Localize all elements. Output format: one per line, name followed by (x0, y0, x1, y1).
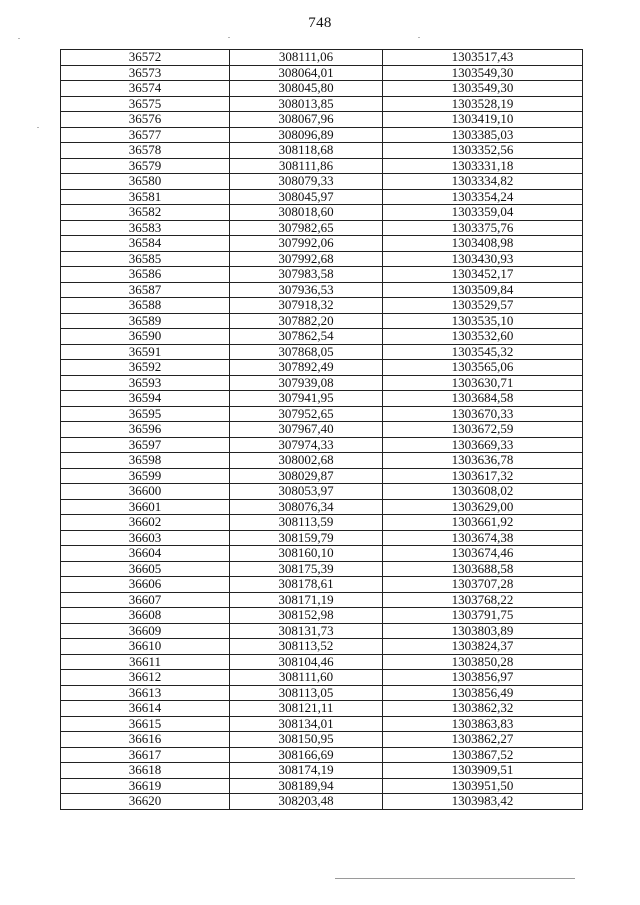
y-coordinate-cell: 1303862,27 (383, 732, 583, 748)
table-row (61, 267, 583, 283)
y-coordinate-cell: 1303824,37 (383, 639, 583, 655)
x-coordinate-cell: 308045,80 (230, 81, 383, 97)
point-number-cell: 36613 (61, 685, 230, 701)
y-coordinate-cell: 1303803,89 (383, 623, 583, 639)
table-row (61, 112, 583, 128)
table-row (61, 515, 583, 531)
table-row (61, 561, 583, 577)
x-coordinate-cell: 308029,87 (230, 468, 383, 484)
x-coordinate-cell: 308111,86 (230, 158, 383, 174)
point-number-cell: 36619 (61, 778, 230, 794)
table-row (61, 50, 583, 66)
table-row (61, 732, 583, 748)
point-number-cell: 36620 (61, 794, 230, 810)
point-number-cell: 36604 (61, 546, 230, 562)
y-coordinate-cell: 1303529,57 (383, 298, 583, 314)
y-coordinate-cell: 1303856,49 (383, 685, 583, 701)
point-number-cell: 36609 (61, 623, 230, 639)
x-coordinate-cell: 308121,11 (230, 701, 383, 717)
y-coordinate-cell: 1303791,75 (383, 608, 583, 624)
point-number-cell: 36615 (61, 716, 230, 732)
table-row (61, 298, 583, 314)
point-number-cell: 36594 (61, 391, 230, 407)
table-row (61, 406, 583, 422)
y-coordinate-cell: 1303352,56 (383, 143, 583, 159)
point-number-cell: 36614 (61, 701, 230, 717)
y-coordinate-cell: 1303528,19 (383, 96, 583, 112)
y-coordinate-cell: 1303983,42 (383, 794, 583, 810)
y-coordinate-cell: 1303630,71 (383, 375, 583, 391)
table-row (61, 468, 583, 484)
table-row (61, 437, 583, 453)
x-coordinate-cell: 307882,20 (230, 313, 383, 329)
y-coordinate-cell: 1303545,32 (383, 344, 583, 360)
point-number-cell: 36602 (61, 515, 230, 531)
x-coordinate-cell: 307992,68 (230, 251, 383, 267)
table-row (61, 654, 583, 670)
x-coordinate-cell: 308013,85 (230, 96, 383, 112)
x-coordinate-cell: 308152,98 (230, 608, 383, 624)
y-coordinate-cell: 1303672,59 (383, 422, 583, 438)
y-coordinate-cell: 1303334,82 (383, 174, 583, 190)
y-coordinate-cell: 1303359,04 (383, 205, 583, 221)
point-number-cell: 36577 (61, 127, 230, 143)
x-coordinate-cell: 307941,95 (230, 391, 383, 407)
point-number-cell: 36612 (61, 670, 230, 686)
y-coordinate-cell: 1303661,92 (383, 515, 583, 531)
point-number-cell: 36585 (61, 251, 230, 267)
x-coordinate-cell: 308175,39 (230, 561, 383, 577)
table-row (61, 453, 583, 469)
table-row (61, 236, 583, 252)
y-coordinate-cell: 1303565,06 (383, 360, 583, 376)
point-number-cell: 36616 (61, 732, 230, 748)
y-coordinate-cell: 1303408,98 (383, 236, 583, 252)
x-coordinate-cell: 307983,58 (230, 267, 383, 283)
page-number: 748 (308, 15, 332, 31)
x-coordinate-cell: 307939,08 (230, 375, 383, 391)
x-coordinate-cell: 307992,06 (230, 236, 383, 252)
table-row (61, 313, 583, 329)
table-row (61, 158, 583, 174)
point-number-cell: 36587 (61, 282, 230, 298)
table-row (61, 205, 583, 221)
table-row (61, 639, 583, 655)
x-coordinate-cell: 308178,61 (230, 577, 383, 593)
x-coordinate-cell: 307974,33 (230, 437, 383, 453)
x-coordinate-cell: 308189,94 (230, 778, 383, 794)
x-coordinate-cell: 307952,65 (230, 406, 383, 422)
x-coordinate-cell: 308203,48 (230, 794, 383, 810)
point-number-cell: 36592 (61, 360, 230, 376)
point-number-cell: 36600 (61, 484, 230, 500)
x-coordinate-cell: 308113,59 (230, 515, 383, 531)
point-number-cell: 36610 (61, 639, 230, 655)
point-number-cell: 36591 (61, 344, 230, 360)
x-coordinate-cell: 308064,01 (230, 65, 383, 81)
point-number-cell: 36606 (61, 577, 230, 593)
point-number-cell: 36575 (61, 96, 230, 112)
point-number-cell: 36573 (61, 65, 230, 81)
table-row (61, 143, 583, 159)
point-number-cell: 36584 (61, 236, 230, 252)
table-row (61, 530, 583, 546)
table-row (61, 174, 583, 190)
point-number-cell: 36603 (61, 530, 230, 546)
coordinates-table-body (61, 50, 583, 810)
y-coordinate-cell: 1303707,28 (383, 577, 583, 593)
x-coordinate-cell: 308111,60 (230, 670, 383, 686)
table-row (61, 623, 583, 639)
x-coordinate-cell: 308171,19 (230, 592, 383, 608)
table-row (61, 701, 583, 717)
point-number-cell: 36595 (61, 406, 230, 422)
y-coordinate-cell: 1303670,33 (383, 406, 583, 422)
point-number-cell: 36583 (61, 220, 230, 236)
table-row (61, 220, 583, 236)
point-number-cell: 36608 (61, 608, 230, 624)
x-coordinate-cell: 308079,33 (230, 174, 383, 190)
point-number-cell: 36582 (61, 205, 230, 221)
y-coordinate-cell: 1303549,30 (383, 65, 583, 81)
point-number-cell: 36605 (61, 561, 230, 577)
scan-speck (37, 127, 39, 128)
point-number-cell: 36593 (61, 375, 230, 391)
x-coordinate-cell: 308002,68 (230, 453, 383, 469)
y-coordinate-cell: 1303419,10 (383, 112, 583, 128)
x-coordinate-cell: 308113,05 (230, 685, 383, 701)
table-row (61, 65, 583, 81)
y-coordinate-cell: 1303385,03 (383, 127, 583, 143)
table-row (61, 577, 583, 593)
x-coordinate-cell: 308053,97 (230, 484, 383, 500)
x-coordinate-cell: 307892,49 (230, 360, 383, 376)
point-number-cell: 36589 (61, 313, 230, 329)
table-row (61, 375, 583, 391)
point-number-cell: 36578 (61, 143, 230, 159)
table-row (61, 716, 583, 732)
point-number-cell: 36599 (61, 468, 230, 484)
table-row (61, 670, 583, 686)
x-coordinate-cell: 308159,79 (230, 530, 383, 546)
y-coordinate-cell: 1303517,43 (383, 50, 583, 66)
x-coordinate-cell: 308134,01 (230, 716, 383, 732)
scan-speck (228, 37, 230, 38)
table-row (61, 96, 583, 112)
table-row (61, 778, 583, 794)
x-coordinate-cell: 307936,53 (230, 282, 383, 298)
point-number-cell: 36572 (61, 50, 230, 66)
y-coordinate-cell: 1303535,10 (383, 313, 583, 329)
y-coordinate-cell: 1303856,97 (383, 670, 583, 686)
scan-speck (418, 37, 420, 38)
x-coordinate-cell: 308113,52 (230, 639, 383, 655)
y-coordinate-cell: 1303617,32 (383, 468, 583, 484)
y-coordinate-cell: 1303909,51 (383, 763, 583, 779)
table-row (61, 763, 583, 779)
table-row (61, 360, 583, 376)
table-row (61, 81, 583, 97)
point-number-cell: 36611 (61, 654, 230, 670)
y-coordinate-cell: 1303430,93 (383, 251, 583, 267)
x-coordinate-cell: 308166,69 (230, 747, 383, 763)
y-coordinate-cell: 1303354,24 (383, 189, 583, 205)
x-coordinate-cell: 307868,05 (230, 344, 383, 360)
coordinates-table (60, 49, 583, 810)
x-coordinate-cell: 308104,46 (230, 654, 383, 670)
x-coordinate-cell: 308096,89 (230, 127, 383, 143)
table-row (61, 747, 583, 763)
point-number-cell: 36581 (61, 189, 230, 205)
point-number-cell: 36590 (61, 329, 230, 345)
y-coordinate-cell: 1303688,58 (383, 561, 583, 577)
table-row (61, 592, 583, 608)
point-number-cell: 36597 (61, 437, 230, 453)
y-coordinate-cell: 1303674,38 (383, 530, 583, 546)
table-row (61, 546, 583, 562)
point-number-cell: 36601 (61, 499, 230, 515)
y-coordinate-cell: 1303509,84 (383, 282, 583, 298)
y-coordinate-cell: 1303375,76 (383, 220, 583, 236)
x-coordinate-cell: 308045,97 (230, 189, 383, 205)
x-coordinate-cell: 308160,10 (230, 546, 383, 562)
x-coordinate-cell: 308111,06 (230, 50, 383, 66)
x-coordinate-cell: 307918,32 (230, 298, 383, 314)
point-number-cell: 36607 (61, 592, 230, 608)
table-row (61, 251, 583, 267)
y-coordinate-cell: 1303608,02 (383, 484, 583, 500)
table-row (61, 484, 583, 500)
x-coordinate-cell: 308150,95 (230, 732, 383, 748)
scan-speck (18, 38, 20, 39)
table-row (61, 189, 583, 205)
point-number-cell: 36588 (61, 298, 230, 314)
point-number-cell: 36576 (61, 112, 230, 128)
table-row (61, 329, 583, 345)
y-coordinate-cell: 1303549,30 (383, 81, 583, 97)
y-coordinate-cell: 1303951,50 (383, 778, 583, 794)
y-coordinate-cell: 1303684,58 (383, 391, 583, 407)
y-coordinate-cell: 1303452,17 (383, 267, 583, 283)
table-row (61, 391, 583, 407)
y-coordinate-cell: 1303863,83 (383, 716, 583, 732)
y-coordinate-cell: 1303768,22 (383, 592, 583, 608)
x-coordinate-cell: 308174,19 (230, 763, 383, 779)
table-row (61, 794, 583, 810)
table-row (61, 499, 583, 515)
y-coordinate-cell: 1303867,52 (383, 747, 583, 763)
point-number-cell: 36617 (61, 747, 230, 763)
table-row (61, 127, 583, 143)
point-number-cell: 36574 (61, 81, 230, 97)
y-coordinate-cell: 1303674,46 (383, 546, 583, 562)
point-number-cell: 36580 (61, 174, 230, 190)
y-coordinate-cell: 1303669,33 (383, 437, 583, 453)
x-coordinate-cell: 307862,54 (230, 329, 383, 345)
table-row (61, 282, 583, 298)
x-coordinate-cell: 308118,68 (230, 143, 383, 159)
table-row (61, 608, 583, 624)
x-coordinate-cell: 308131,73 (230, 623, 383, 639)
y-coordinate-cell: 1303862,32 (383, 701, 583, 717)
y-coordinate-cell: 1303532,60 (383, 329, 583, 345)
scan-edge-line (335, 878, 575, 879)
table-row (61, 685, 583, 701)
x-coordinate-cell: 308076,34 (230, 499, 383, 515)
point-number-cell: 36598 (61, 453, 230, 469)
point-number-cell: 36618 (61, 763, 230, 779)
table-row (61, 422, 583, 438)
x-coordinate-cell: 307982,65 (230, 220, 383, 236)
point-number-cell: 36596 (61, 422, 230, 438)
y-coordinate-cell: 1303636,78 (383, 453, 583, 469)
y-coordinate-cell: 1303850,28 (383, 654, 583, 670)
x-coordinate-cell: 307967,40 (230, 422, 383, 438)
y-coordinate-cell: 1303331,18 (383, 158, 583, 174)
point-number-cell: 36579 (61, 158, 230, 174)
x-coordinate-cell: 308018,60 (230, 205, 383, 221)
table-row (61, 344, 583, 360)
x-coordinate-cell: 308067,96 (230, 112, 383, 128)
point-number-cell: 36586 (61, 267, 230, 283)
y-coordinate-cell: 1303629,00 (383, 499, 583, 515)
